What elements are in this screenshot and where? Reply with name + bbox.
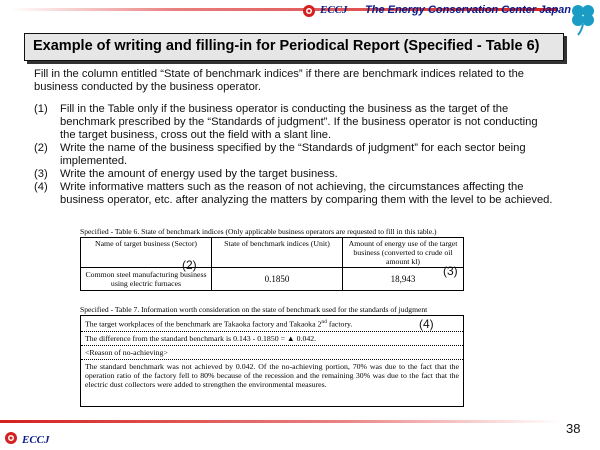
- eccj-logo-icon: [302, 4, 316, 18]
- list-text: Fill in the Table only if the business operator is conducting the business as the target of the benchmark prescribed by the “Standards of judgment”. If the business operator is not conducting the target business, cross out the field with a slant line.: [60, 103, 538, 141]
- table-header-row: [81, 238, 464, 268]
- org-full-name: The Energy Conservation Center Japan: [365, 4, 571, 16]
- table-row: The standard benchmark was not achieved by 0.042. Of the no-achieving portion, 70% was due to the fact that the operation ratio of the factory fell to 80% because of the recession and the remaining 30% was due to the fact that the electric dust collectors were added to strengthen the environmental measures.: [85, 361, 459, 389]
- list-text: Write the amount of energy used by the target business.: [60, 168, 338, 180]
- table-header-cell: State of benchmark indices (Unit): [212, 238, 343, 268]
- table-cell: factory.: [326, 319, 353, 329]
- marker-3: (3): [443, 264, 458, 278]
- marker-4: (4): [419, 317, 434, 331]
- table6: [80, 237, 464, 291]
- intro-paragraph: Fill in the column entitled “State of benchmark indices” if there are benchmark indices related to the business conducted by the business operator.: [34, 68, 525, 93]
- table-row: The difference from the standard benchmark is 0.143 - 0.1850 = ▲ 0.042.: [81, 332, 463, 346]
- table7: [80, 315, 464, 407]
- instruction-list: [34, 103, 554, 207]
- org-short-name: ECCJ: [320, 4, 348, 16]
- eccj-logo-icon: [4, 431, 18, 445]
- table6-caption: Specified - Table 6. State of benchmark indices (Only applicable business operators are requested to fill in this table.): [80, 227, 437, 236]
- table-cell: Common steel manufacturing business using electric furnaces: [81, 268, 212, 291]
- marker-2: (2): [182, 258, 197, 272]
- table-cell: 0.1850: [212, 268, 343, 291]
- footer-rule: [0, 420, 560, 423]
- list-item: [34, 168, 554, 181]
- clover-logo-icon: [568, 2, 598, 36]
- list-number: (4): [34, 181, 48, 193]
- list-item: [34, 142, 554, 168]
- list-number: (3): [34, 168, 48, 180]
- list-item: [34, 103, 554, 142]
- table-header-cell: Amount of energy use of the target business (converted to crude oil amount kl): [343, 238, 464, 268]
- superscript: nd: [321, 319, 327, 325]
- table-cell: 18,943: [343, 268, 464, 291]
- table-row: [81, 316, 463, 332]
- list-item: [34, 181, 554, 207]
- table-cell: The target workplaces of the benchmark are Takaoka factory and Takaoka 2: [85, 319, 322, 329]
- list-text: Write the name of the business specified by the “Standards of judgment” for each sector being implemented.: [60, 142, 526, 167]
- table-row: <Reason of no-achieving>: [81, 346, 463, 360]
- list-number: (1): [34, 103, 48, 115]
- slide-title: Example of writing and filling-in for Periodical Report (Specified - Table 6): [24, 33, 564, 61]
- list-text: Write informative matters such as the reason of not achieving, the circumstances affecting the business operator, etc. after analyzing the matters by comparing them with the level to be achieved.: [60, 181, 553, 206]
- table7-caption: Specified - Table 7. Information worth consideration on the state of benchmark used for the standards of judgment: [80, 305, 428, 314]
- list-number: (2): [34, 142, 48, 154]
- table-header-cell: Name of target business (Sector): [81, 238, 212, 268]
- page-number: 38: [566, 421, 581, 436]
- footer-org-name: ECCJ: [22, 434, 50, 446]
- table-row: [81, 268, 464, 291]
